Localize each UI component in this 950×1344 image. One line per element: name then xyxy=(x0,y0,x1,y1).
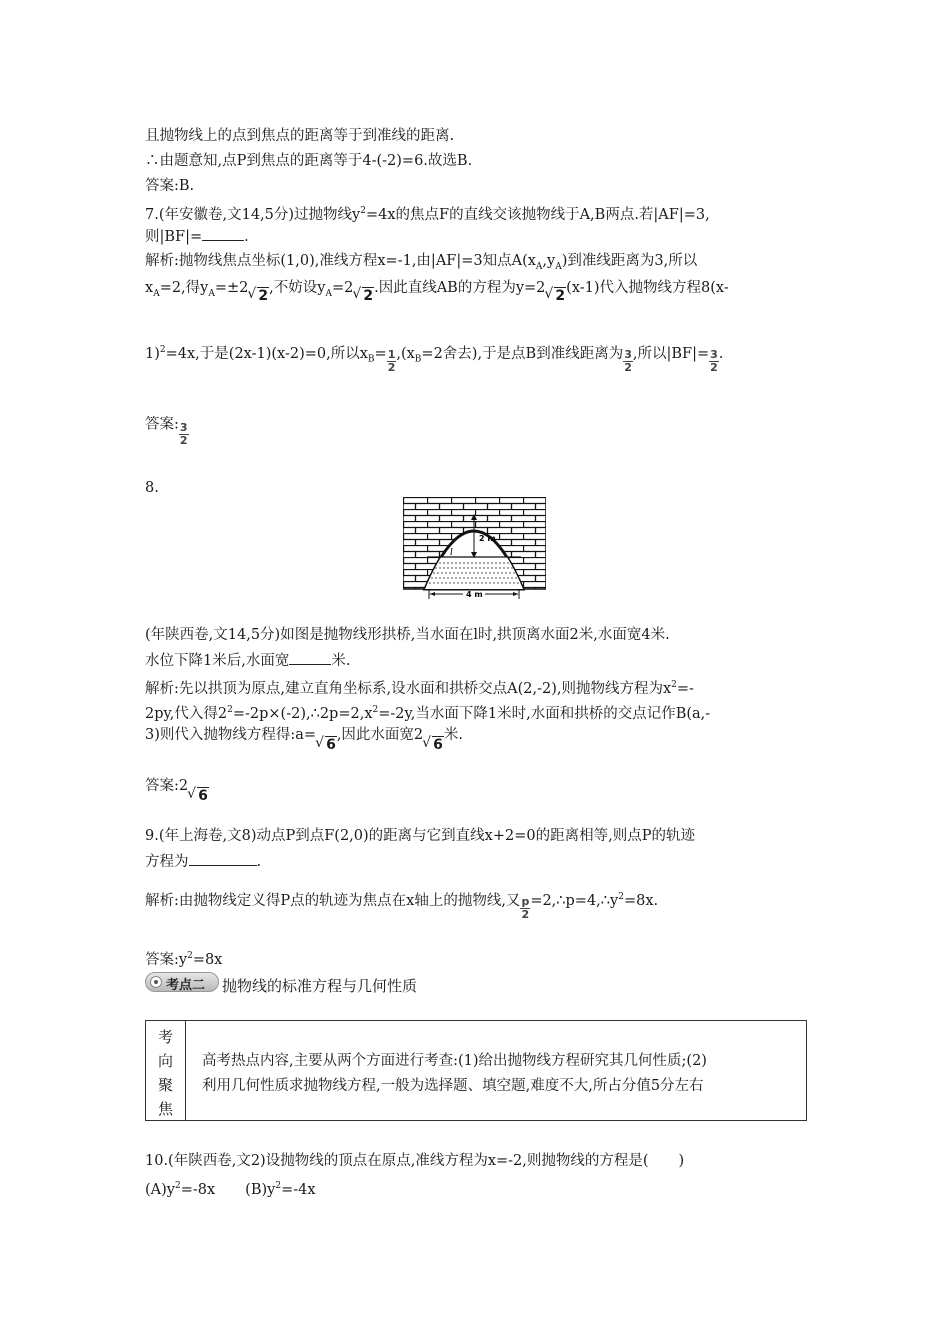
solution-text: 解析:先以拱顶为原点,建立直角坐标系,设水面和拱桥交点A(2,-2),则抛物线方程为x xyxy=(145,680,672,697)
sqrt-expression: √ 6 xyxy=(423,735,444,755)
solution-text: =2,∴p=4,∴y xyxy=(530,892,619,909)
sqrt-expression: √ 6 xyxy=(316,735,337,755)
fraction: $\frac{3}{2}$ xyxy=(179,421,188,447)
solution-text: =8x. xyxy=(623,892,659,909)
superscript: 2 xyxy=(360,206,366,216)
fraction: $\frac{3}{2}$ xyxy=(710,348,718,375)
solution-text: =4x,于是(2x-1)(x-2)=0,所以x xyxy=(165,345,368,362)
option-a: (A)y xyxy=(145,1181,175,1198)
q9-text: 方程为 xyxy=(145,854,189,870)
option-b: =-4x xyxy=(281,1181,316,1198)
solution-text: ,y xyxy=(542,253,556,269)
solution-text: )到准线距离为3,所以 xyxy=(561,253,698,269)
solution-text: ,(x xyxy=(396,345,415,362)
solution-text: =-2y,当水面下降1米时,水面和拱桥的交点记作B(a,- xyxy=(378,705,711,722)
answer-label: 答案:2 xyxy=(145,778,189,794)
solution-9 xyxy=(145,887,659,922)
superscript: 2 xyxy=(671,680,677,690)
solution-text: 2py,代入得2 xyxy=(145,705,228,722)
focus-text: 高考热点内容,主要从两个方面进行考查:(1)给出抛物线方程研究其几何性质;(2) xyxy=(202,1053,707,1069)
q7-text: 则|BF|= xyxy=(145,229,203,245)
exam-focus-table xyxy=(145,1020,807,1121)
width-label: 4 m xyxy=(466,590,483,599)
answer-blank xyxy=(289,650,331,665)
subscript: B xyxy=(414,354,422,365)
q8-text: 水位下降1米后,水面宽 xyxy=(145,653,290,669)
answer-text: =8x xyxy=(192,951,223,968)
superscript: 2 xyxy=(618,892,624,902)
question-7 xyxy=(145,201,710,225)
option-a: =-8x xyxy=(180,1181,216,1198)
solution-8-cont2 xyxy=(145,725,464,753)
section-title: 抛物线的标准方程与几何性质 xyxy=(222,977,418,995)
question-7-cont xyxy=(145,226,249,247)
q7-text: 7.(年安徽卷,文14,5分)过抛物线y xyxy=(145,206,361,223)
subscript: B xyxy=(367,354,375,365)
solution-text: x xyxy=(145,280,154,296)
question-9-cont xyxy=(145,851,261,872)
fraction: $\frac{p}{2}$ xyxy=(521,895,530,922)
solution-text: .因此直线AB的方程为y=2 xyxy=(374,280,546,296)
focus-header-char: 聚 xyxy=(158,1076,174,1094)
focus-text: 利用几何性质求抛物线方程,一般为选择题、填空题,难度不大,所占分值5分左右 xyxy=(202,1078,704,1094)
text-line: 且抛物线上的点到焦点的距离等于到准线的距离. xyxy=(145,128,455,144)
q7-text: =4x的焦点F的直线交该抛物线于A,B两点.若|AF|=3, xyxy=(365,206,710,223)
superscript: 2 xyxy=(227,705,233,715)
answer-line: 答案:B. xyxy=(145,178,195,194)
subscript: A xyxy=(535,261,543,272)
superscript: 2 xyxy=(187,951,193,961)
solution-text: =2舍去),于是点B到准线距离为 xyxy=(421,345,624,362)
answer-blank xyxy=(202,226,244,241)
superscript: 2 xyxy=(174,1181,181,1191)
solution-text: 解析:由抛物线定义得P点的轨迹为焦点在x轴上的抛物线,又 xyxy=(145,892,521,909)
solution-text: =- xyxy=(676,680,694,697)
text-line: ∴由题意知,点P到焦点的距离等于4-(-2)=6.故选B. xyxy=(145,153,473,169)
answer-blank xyxy=(189,851,257,866)
question-8-cont xyxy=(145,650,350,671)
question-9: 9.(年上海卷,文8)动点P到点F(2,0)的距离与它到直线x+2=0的距离相等,则点P的轨迹 xyxy=(145,828,695,844)
solution-7 xyxy=(145,251,697,277)
answer-label: 答案:y xyxy=(145,951,188,968)
fraction: $\frac{1}{2}$ xyxy=(387,348,396,375)
superscript: 2 xyxy=(372,705,379,715)
solution-text: =±2 xyxy=(214,280,249,296)
badge-label: 考点二 xyxy=(166,978,206,993)
q10-text: 10.(年陕西卷,文2)设抛物线的顶点在原点,准线方程为x=-2,则抛物线的方程是( xyxy=(145,1153,649,1169)
arch-bridge-figure xyxy=(403,497,546,599)
question-8-number: 8. xyxy=(145,480,159,496)
question-8: (年陕西卷,文14,5分)如图是抛物线形拱桥,当水面在l时,拱顶离水面2米,水面宽4米. xyxy=(145,627,670,643)
superscript: 2 xyxy=(159,345,166,355)
option-b: (B)y xyxy=(245,1181,276,1198)
subscript: A xyxy=(325,288,332,299)
question-10-options xyxy=(145,1176,316,1200)
solution-text: = xyxy=(374,345,387,362)
solution-text: ,因此水面宽2 xyxy=(336,727,424,743)
answer-label: 答案: xyxy=(145,416,179,433)
q10-text: ) xyxy=(678,1153,685,1169)
solution-text: ,所以|BF|= xyxy=(632,345,710,362)
sqrt-expression: √ 2 xyxy=(353,286,374,306)
solution-text: . xyxy=(718,345,724,362)
solution-8-cont xyxy=(145,700,710,724)
focus-header-char: 向 xyxy=(158,1052,174,1070)
solution-7-cont xyxy=(145,278,729,304)
answer-7 xyxy=(145,412,189,447)
solution-text: 米. xyxy=(443,727,464,743)
subscript: A xyxy=(208,288,215,299)
focus-header xyxy=(146,1021,186,1120)
solution-text: 3)则代入抛物线方程得:a= xyxy=(145,727,317,743)
sqrt-expression: √ 2 xyxy=(248,286,269,306)
sqrt-expression: √ 6 xyxy=(188,786,209,806)
superscript: 2 xyxy=(275,1181,282,1191)
height-label: 2 m xyxy=(479,534,496,543)
q8-text: 米. xyxy=(331,653,351,669)
solution-text: 1) xyxy=(145,345,160,362)
bullet-icon xyxy=(150,976,162,988)
focus-header-char: 焦 xyxy=(158,1100,174,1118)
focus-header-char: 考 xyxy=(158,1028,174,1046)
solution-text: 解析:抛物线焦点坐标(1,0),准线方程x=-1,由|AF|=3知点A(x xyxy=(145,253,536,269)
water-level-label: l xyxy=(450,548,453,558)
subscript: A xyxy=(153,288,160,299)
section-badge xyxy=(145,972,219,992)
solution-text: (x-1)代入抛物线方程8(x- xyxy=(566,280,729,296)
q7-text: . xyxy=(244,229,249,245)
subscript: A xyxy=(555,261,562,272)
solution-text: ,不妨设y xyxy=(269,280,326,296)
solution-text: =2 xyxy=(331,280,354,296)
solution-8 xyxy=(145,675,694,699)
q9-text: . xyxy=(256,854,262,870)
fraction: $\frac{3}{2}$ xyxy=(624,348,632,375)
question-10 xyxy=(145,1151,684,1171)
solution-text: =-2p×(-2),∴2p=2,x xyxy=(232,705,373,722)
answer-9 xyxy=(145,946,222,970)
answer-8 xyxy=(145,776,209,804)
sqrt-expression: √ 2 xyxy=(545,286,566,306)
solution-text: =2,得y xyxy=(159,280,209,296)
solution-7-cont2 xyxy=(145,340,724,375)
